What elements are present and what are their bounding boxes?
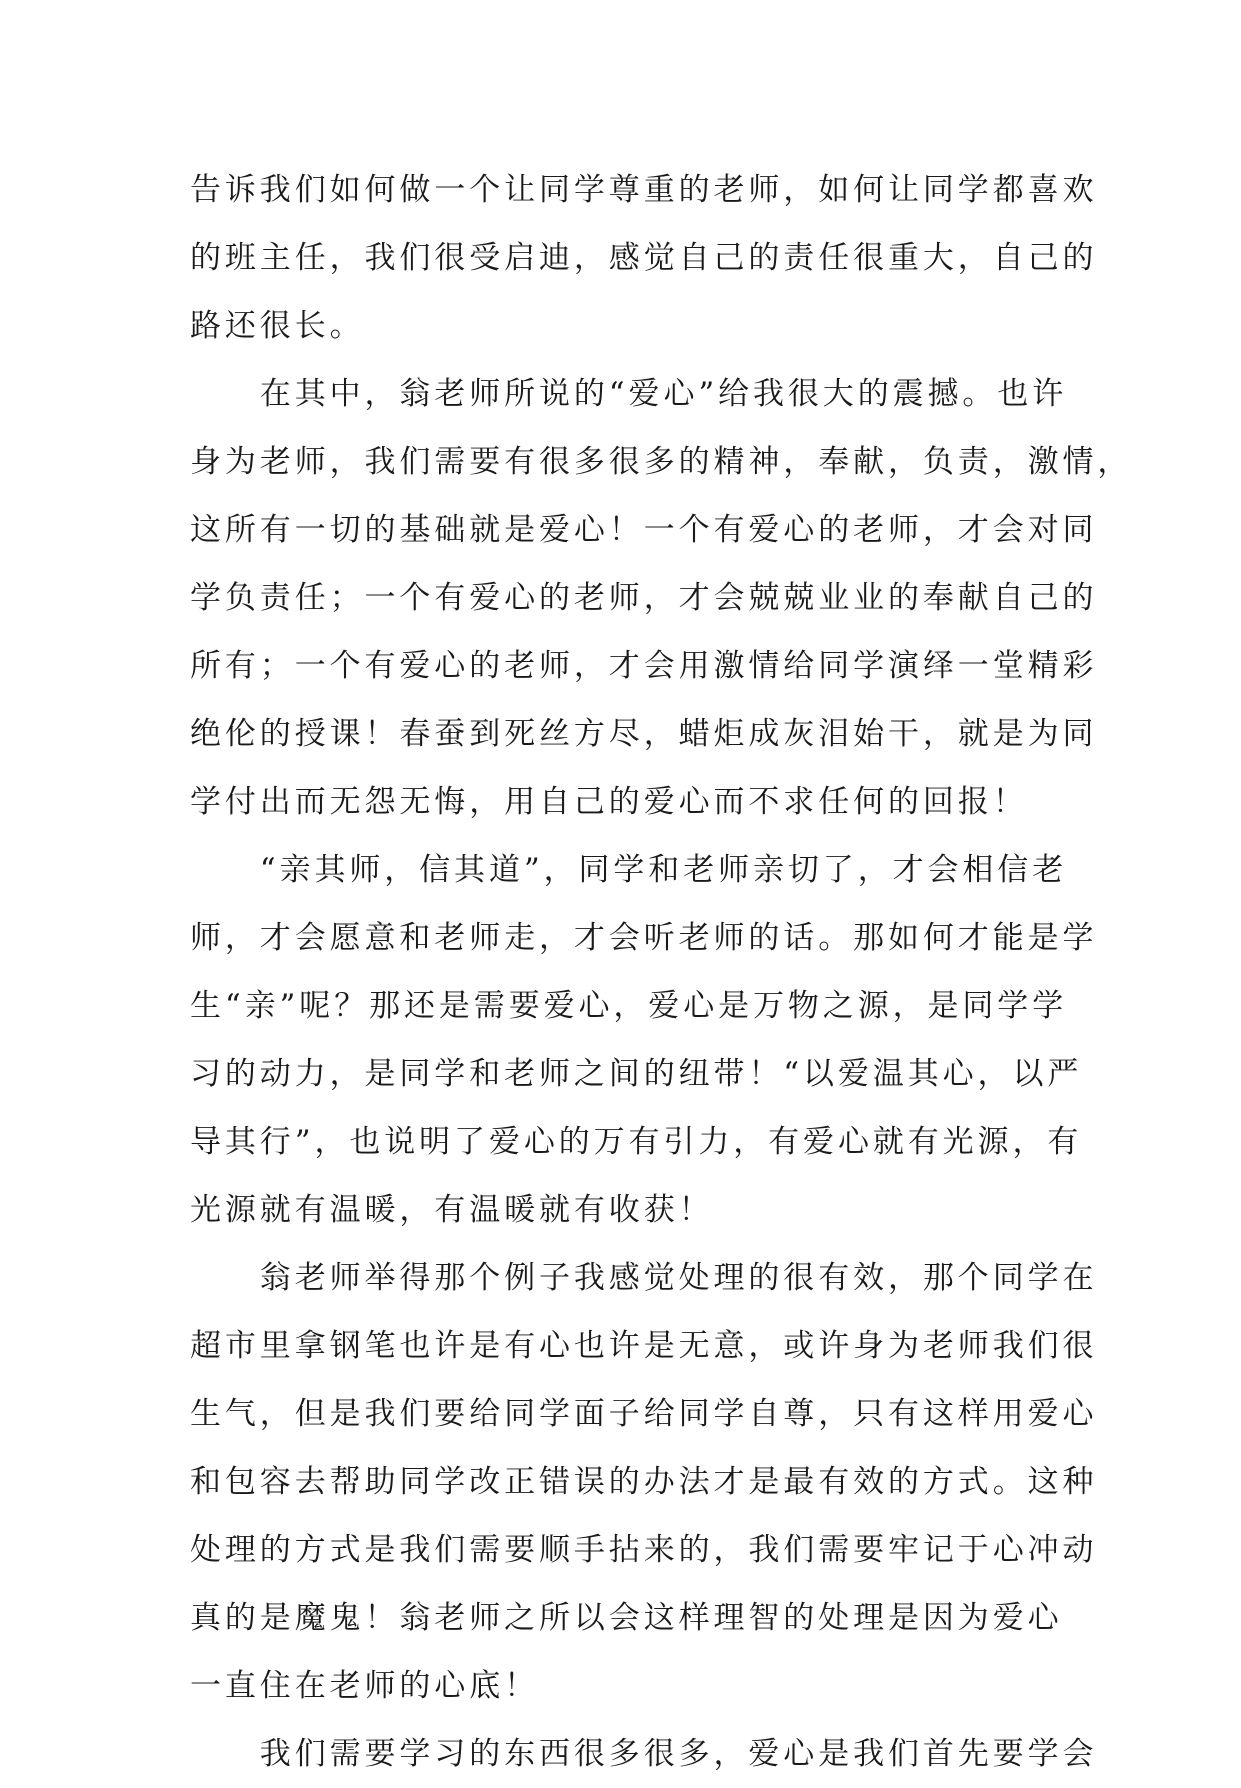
text-line: 习的动力，是同学和老师之间的纽带！“以爱温其心，以严 [190, 1056, 1083, 1092]
text-line: 处理的方式是我们需要顺手拈来的，我们需要牢记于心冲动 [190, 1532, 1098, 1568]
text-line: 师，才会愿意和老师走，才会听老师的话。那如何才能是学 [190, 920, 1098, 956]
text-line: 在其中，翁老师所说的“爱心”给我很大的震撼。也许 [190, 376, 1068, 412]
text-line: 真的是魔鬼！翁老师之所以会这样理智的处理是因为爱心 [190, 1600, 1063, 1636]
text-line: 一直住在老师的心底！ [190, 1668, 539, 1704]
text-line: 生气，但是我们要给同学面子给同学自尊，只有这样用爱心 [190, 1396, 1098, 1432]
text-line: 身为老师，我们需要有很多很多的精神，奉献，负责，激情， [190, 444, 1133, 480]
text-line: 我们需要学习的东西很多很多，爱心是我们首先要学会 [190, 1736, 1098, 1772]
text-line: 所有；一个有爱心的老师，才会用激情给同学演绎一堂精彩 [190, 648, 1098, 684]
text-line: 的班主任，我们很受启迪，感觉自己的责任很重大，自己的 [190, 240, 1098, 276]
body-text [190, 156, 1133, 1788]
text-line: 路还很长。 [190, 308, 365, 344]
text-line: 导其行”，也说明了爱心的万有引力，有爱心就有光源，有 [190, 1124, 1083, 1160]
text-line: 和包容去帮助同学改正错误的办法才是最有效的方式。这种 [190, 1464, 1098, 1500]
text-line: 绝伦的授课！春蚕到死丝方尽，蜡炬成灰泪始干，就是为同 [190, 716, 1098, 752]
text-line: 学付出而无怨无悔，用自己的爱心而不求任何的回报！ [190, 784, 1028, 820]
text-line: “亲其师，信其道”，同学和老师亲切了，才会相信老 [190, 852, 1068, 888]
text-line: 告诉我们如何做一个让同学尊重的老师，如何让同学都喜欢 [190, 172, 1098, 208]
text-line: 这所有一切的基础就是爱心！一个有爱心的老师，才会对同 [190, 512, 1098, 548]
text-line: 超市里拿钢笔也许是有心也许是无意，或许身为老师我们很 [190, 1328, 1098, 1364]
text-line: 翁老师举得那个例子我感觉处理的很有效，那个同学在 [190, 1260, 1098, 1296]
text-line: 学负责任；一个有爱心的老师，才会兢兢业业的奉献自己的 [190, 580, 1098, 616]
text-line: 光源就有温暖，有温暖就有收获！ [190, 1192, 714, 1228]
text-line: 生“亲”呢？那还是需要爱心，爱心是万物之源，是同学学 [190, 988, 1068, 1024]
